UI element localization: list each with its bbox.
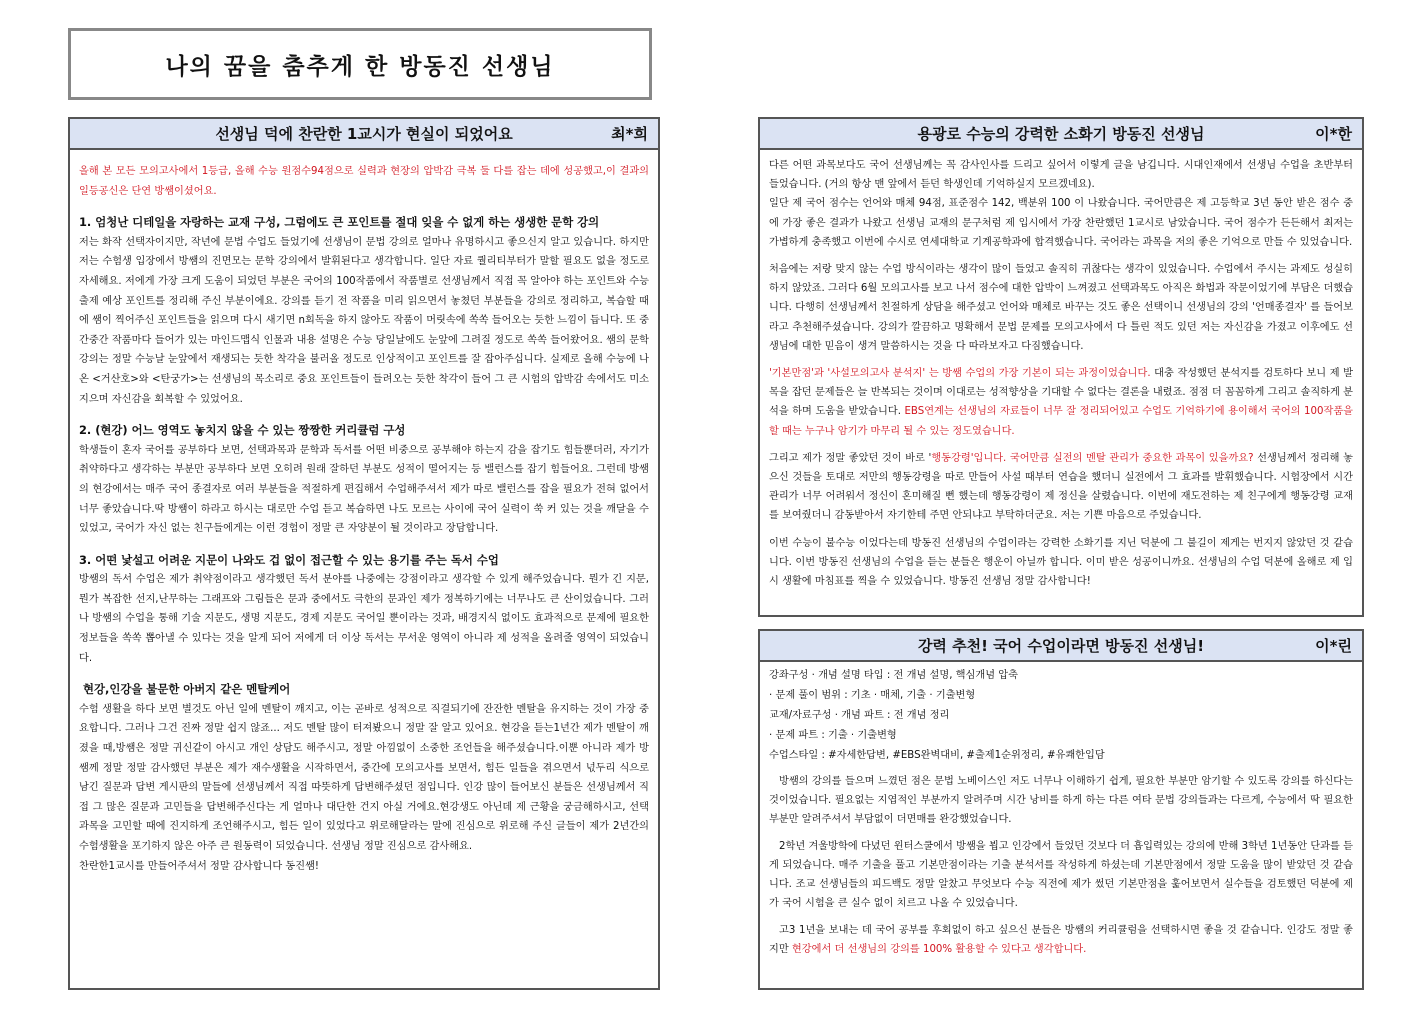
- testimonial-right-bottom-title: 강력 추천! 국어 수업이라면 방동진 선생님!: [917, 637, 1205, 655]
- testimonial-right-top-author: 이*한: [1315, 125, 1352, 143]
- right-bottom-para-2: 2학년 겨울방학에 다녔던 윈터스쿨에서 방쌤을 뵙고 인강에서 들었던 것보다 더 흡입력있는 강의에 반해 3학년 1년동안 단과를 듣게 되었습니다. 매주 기출을 풀고 기본만점이라는 기출 분석서를 작성하게 하셨는데 기본만점에서 정말 도움을 많이 받았던 것 같습니다. 조교 선생님들의 피드백도 정말 알찼고 무엇보다 수능 직전에 제가 썼던 기본만점을 훑어보면서 실수들을 검토했던 덕분에 제가 국어 시험을 큰 실수 없이 치르고 나올 수 있었습니다.: [769, 841, 1353, 909]
- right-bottom-para-3: [769, 921, 1353, 959]
- testimonial-right-bottom: [758, 629, 1364, 990]
- right-bottom-para-3-text: 고3 1년을 보내는 데 국어 공부를 후회없이 하고 싶으신 분들은 방쌤의 커리큘럼을 선택하시면 좋을 것 같습니다. 인강도 정말 좋지만: [769, 925, 1353, 955]
- right-top-para-4-text-a: 그리고 제가 정말 좋았던 것이 바로 ': [769, 452, 932, 464]
- right-top-para-4: [769, 449, 1353, 526]
- left-intro: 올해 본 모든 모의고사에서 1등급, 올해 수능 원점수94점으로 실력과 현장의 압박감 극복 둘 다를 잡는 데에 성공했고,이 결과의 일등공신은 단연 방쌤이셨어요.: [79, 166, 649, 197]
- right-top-para-5: 이번 수능이 불수능 이었다는데 방동진 선생님의 수업이라는 강력한 소화기를 지닌 덕분에 그 불길이 제게는 번지지 않았던 것 같습니다. 이번 방동진 선생님의 수업을 듣는 분들은 행운이 아닐까 합니다. 이미 받은 성공이니까요. 선생님의 수업 덕분에 올해로 제 입시 생활에 마침표를 찍을 수 있었습니다. 방동진 선생님 정말 감사합니다!: [769, 537, 1353, 588]
- left-section-3-body: 방쌤의 독서 수업은 제가 취약점이라고 생각했던 독서 분야를 나중에는 강점이라고 생각할 수 있게 해주었습니다. 뭔가 긴 지문,뭔가 복잡한 선지,난무하는 그래프와 그림들은 문과 중에서도 극한의 문과인 제가 정복하기에는 너무나도 큰 산이었습니다. 그러나 방쌤의 수업을 통해 기술 지문도, 생명 지문도, 경제 지문도 국어일 뿐이라는 것과, 배경지식 없이도 효과적으로 문제에 필요한 정보들을 쏙쏙 뽑아낼 수 있다는 것을 알게 되어 저에게 더 이상 독서는 무서운 영역이 아니라 제 성적을 올려줄 영역이 되었습니다.: [79, 574, 649, 664]
- left-section-2-body: 학생들이 혼자 국어를 공부하다 보면, 선택과목과 문학과 독서를 어떤 비중으로 공부해야 하는지 감을 잡기도 힘들뿐더러, 자기가 취약하다고 생각하는 부분만 공부하다 보면 오히려 원래 잘하던 부분도 성적이 떨어지는 등 밸런스를 잡기 힘들어요. 그런데 방쌤의 현강에서는 매주 국어 종결자로 여러 부분들을 적절하게 편집해서 수업해주셔서 제가 따로 밸런스를 잡을 필요가 전혀 없어서 너무 좋았습니다.딱 방쌤이 하라고 하시는 대로만 수업 듣고 복습하면 나도 모르는 사이에 국어 실력이 쑥 커 있는 것을 깨달을 수 있었고, 국어가 자신 없는 친구들에게는 이런 경험이 정말 큰 자양분이 될 것이라고 장담합니다.: [79, 444, 649, 535]
- right-bottom-para-3-highlight: 현강에서 더 선생님의 강의를 100% 활용할 수 있다고 생각합니다.: [791, 944, 1087, 955]
- testimonial-left-author: 최*희: [611, 125, 648, 143]
- right-top-para-4-highlight: 행동강령'입니다. 국어만큼 실전의 멘탈 관리가 중요한 과목이 있을까요?: [931, 452, 1254, 464]
- right-top-para-3-highlight-2: EBS연계는 선생님의 자료들이 너무 잘 정리되어있고 수업도 기억하기에 용이해서 국어의 100작품을 할 때는 누구나 암기가 마무리 될 수 있는 정도였습니다.: [769, 406, 1354, 437]
- left-section-1-heading: 1. 엄청난 디테일을 자랑하는 교재 구성, 그럼에도 큰 포인트를 절대 잊을 수 없게 하는 생생한 문학 강의: [79, 215, 600, 230]
- right-top-para-1b: 일단 제 국어 점수는 언어와 매체 94점, 표준점수 142, 백분위 100 이 나왔습니다. 국어만큼은 제 고등학교 3년 동안 받은 점수 중에 가장 좋은 결과가 나왔고 선생님 교재의 문구처럼 제 입시에서 가장 찬란했던 1교시로 남았습니다. 국어 점수가 든든해서 최저는 가볍하게 충족했고 이번에 수시로 연세대학교 기계공학과에 합격했습니다. 국어라는 과목을 저의 좋은 기억으로 만들 수 있었습니다.: [769, 198, 1353, 248]
- left-closing: 찬란한1교시를 만들어주셔서 정말 감사합니다 동진쌤!: [79, 860, 320, 872]
- testimonial-left-body: [70, 150, 658, 886]
- testimonial-right-top-body: [760, 150, 1362, 601]
- testimonial-right-bottom-author: 이*린: [1315, 637, 1352, 655]
- course-spec-2: · 문제 풀이 범위 : 기초 · 매체, 기출 · 기출변형: [769, 690, 976, 701]
- testimonial-right-bottom-header: [760, 631, 1362, 662]
- right-top-para-4-text-b: 선생님께서 정리해 놓으신 것들을 토대로 저만의 행동강령을 따로 만들어 사설 때부터 연습을 했더니 실전에서 그 효과를 발휘했습니다. 시험장에서 시간관리가 너무 어려워서 정신이 혼미해질 뻔 했는데 행동강령이 제 정신을 살렸습니다. 이번에 재도전하는 제 친구에게 행동강령 교재를 보여줬더니 감동받아서 자기한테 주면 안되냐고 부탁하더군요. 저는 기쁜 마음으로 주었습니다.: [769, 452, 1353, 522]
- right-bottom-para-1: 방쌤의 강의를 들으며 느꼈던 점은 문법 노베이스인 저도 너무나 이해하기 쉽게, 필요한 부분만 암기할 수 있도록 강의를 하신다는 것이었습니다. 필요없는 지엽적인 부분까지 알려주며 시간 낭비를 하게 하는 다른 여타 문법 강의들과는 다르게, 수능에서 딱 필요한 부분만 알려주셔서 부담없이 더면매를 완강했었습니다.: [769, 776, 1353, 825]
- page-title: 나의 꿈을 춤추게 한 방동진 선생님: [165, 53, 555, 80]
- course-spec-3: 교재/자료구성 · 개념 파트 : 전 개념 정리: [769, 710, 950, 721]
- course-spec-5: 수업스타일 : #자세한답변, #EBS완벽대비, #출제1순위정리, #유쾌한입담: [769, 750, 1105, 761]
- right-top-para-2: 처음에는 저랑 맞지 않는 수업 방식이라는 생각이 많이 들었고 솔직히 귀찮다는 생각이 있었습니다. 수업에서 주시는 과제도 성실히 하지 않았죠. 그러다 6월 모의고사를 보고 나서 점수에 대한 압박이 느껴졌고 선택과목도 아직은 화법과 작문이었기에 부담은 더했습니다. 다행히 선생님께서 친절하게 상담을 해주셨고 언어와 매체로 바꾸는 것도 좋은 선택이니 선생님의 강의 '언매종결자' 를 들어보라고 추천해주셨습니다. 강의가 깔끔하고 명확해서 문법 문제를 모의고사에서 다 틀린 적도 있던 저는 자신감을 가졌고 이후에도 선생님에 대한 믿음이 생겨 말씀하시는 것을 다 따라보자고 다짐했습니다.: [769, 264, 1353, 352]
- left-section-1-body: 저는 화작 선택자이지만, 작년에 문법 수업도 들었기에 선생님이 문법 강의로 얼마나 유명하시고 좋으신지 알고 있습니다. 하지만 저는 수험생 입장에서 방쌤의 진면모는 문학 강의에서 발휘된다고 생각합니다. 일단 자료 퀄리티부터가 말할 필요도 없을 정도로 자세해요. 저에게 가장 크게 도움이 되었던 부분은 국어의 100작품에서 작품별로 선생님께서 직접 꼭 알아야 하는 포인트와 수능 출제 예상 포인트를 정리해 주신 부분이에요. 강의를 듣기 전 작품을 미리 읽으면서 놓쳤던 부분들을 강의로 정리하고, 복습할 때에 쌤이 찍어주신 포인트들을 읽으며 다시 새기면 n회독을 하지 않아도 작품이 머릿속에 쏙쏙 들어오는 듯한 느낌이 듭니다. 또 중간중간 작품마다 들어가 있는 마인드맵식 인물과 내용 설명은 수능 당일날에도 눈앞에 그려질 정도로 쏙쏙 들어왔어요. 쌤의 문학 강의는 정말 수능날 눈앞에서 재생되는 듯한 착각을 불러올 정도로 인상적이고 포인트를 잘 잡아주십니다. 실제로 올해 수능에 나온 <거산호>와 <탄궁가>는 선생님의 목소리로 중요 포인트들이 들려오는 듯한 착각이 들어 그 큰 시험의 압박감 속에서도 미소지으며 자신감을 회복할 수 있었어요.: [79, 236, 649, 405]
- testimonial-right-top-header: [760, 119, 1362, 150]
- testimonial-left: [68, 117, 660, 990]
- course-spec-1: 강좌구성 · 개념 설명 타입 : 전 개념 설명, 핵심개념 압축: [769, 670, 1018, 681]
- right-top-para-1: 다른 어떤 과목보다도 국어 선생님께는 꼭 감사인사를 드리고 싶어서 이렇게 글을 남깁니다. 시대인재에서 선생님 수업을 초반부터 들었습니다. (거의 항상 맨 앞에서 듣던 학생인데 기억하실지 모르겠네요).: [769, 160, 1353, 191]
- testimonial-right-bottom-body: [760, 662, 1362, 969]
- testimonial-right-top: [758, 117, 1364, 617]
- left-section-4-body: 수험 생활을 하다 보면 별것도 아닌 일에 멘탈이 깨지고, 이는 곧바로 성적으로 직결되기에 잔잔한 멘탈을 유지하는 것이 가장 중요합니다. 그러나 그건 진짜 정말 쉽지 않죠... 저도 멘탈 많이 터져봤으니 정말 잘 알고 있어요. 현강을 듣는1년간 제가 멘탈이 깨졌을 때,방쌤은 정말 귀신같이 아시고 개인 상담도 해주시고, 정말 아낌없이 소중한 조언들을 해주셨습니다.이뿐 아니라 제가 방쌤께 정말 정말 감사했던 부분은 제가 재수생활을 시작하면서, 중간에 모의고사를 보면서, 힘든 일들을 겪으면서 넋두리 식으로 남긴 질문과 답변 게시판의 말들에 선생님께서 직접 따뜻하게 답변해주셨던 점입니다. 인강 많이 들어보신 분들은 선생님께서 직접 그 많은 질문과 고민들을 답변해주신다는 게 얼마나 대단한 건지 아실 거에요.현강생도 아닌데 제 근황을 궁금해하시고, 선택과목을 고민할 때에 진지하게 조언해주시고, 힘든 일이 있었다고 위로해달라는 말에 진심으로 위로해 주신 글들이 제가 2년간의 수험생활을 포기하지 않은 아주 큰 원동력이 되었습니다. 선생님 정말 진심으로 감사해요.: [79, 703, 649, 852]
- page-title-box: [68, 28, 652, 100]
- left-section-2-heading: 2. (현강) 어느 영역도 놓치지 않을 수 있는 짱짱한 커리큘럼 구성: [79, 423, 406, 438]
- right-top-para-3-text: 대충 작성했던 분석지를 검토하다 보니 제 발목을 잡던 문제들은 늘 반복되는 것이며 이대로는 성적향상을 기대할 수 없다는 결론을 내렸죠. 점점 더 꼼꼼하게 그리고 솔직하게 분석을 하며 도움을 받았습니다.: [769, 368, 1353, 418]
- right-top-para-3-highlight-1: '기본만점'과 '사설모의고사 분석지' 는 방쌤 수업의 가장 기본이 되는 과정이었습니다.: [769, 368, 1151, 380]
- course-spec-4: · 문제 파트 : 기출 · 기출변형: [769, 730, 897, 741]
- testimonial-right-top-title: 용광로 수능의 강력한 소화기 방동진 선생님: [917, 125, 1205, 143]
- left-section-4-heading: 현강,인강을 불문한 아버지 같은 멘탈케어: [83, 682, 291, 697]
- left-section-3-heading: 3. 어떤 낯설고 어려운 지문이 나와도 겁 없이 접근할 수 있는 용기를 주는 독서 수업: [79, 552, 499, 567]
- right-top-para-3: [769, 364, 1353, 441]
- testimonial-left-title: 선생님 덕에 찬란한 1교시가 현실이 되었어요: [215, 125, 513, 143]
- testimonial-left-header: [70, 119, 658, 150]
